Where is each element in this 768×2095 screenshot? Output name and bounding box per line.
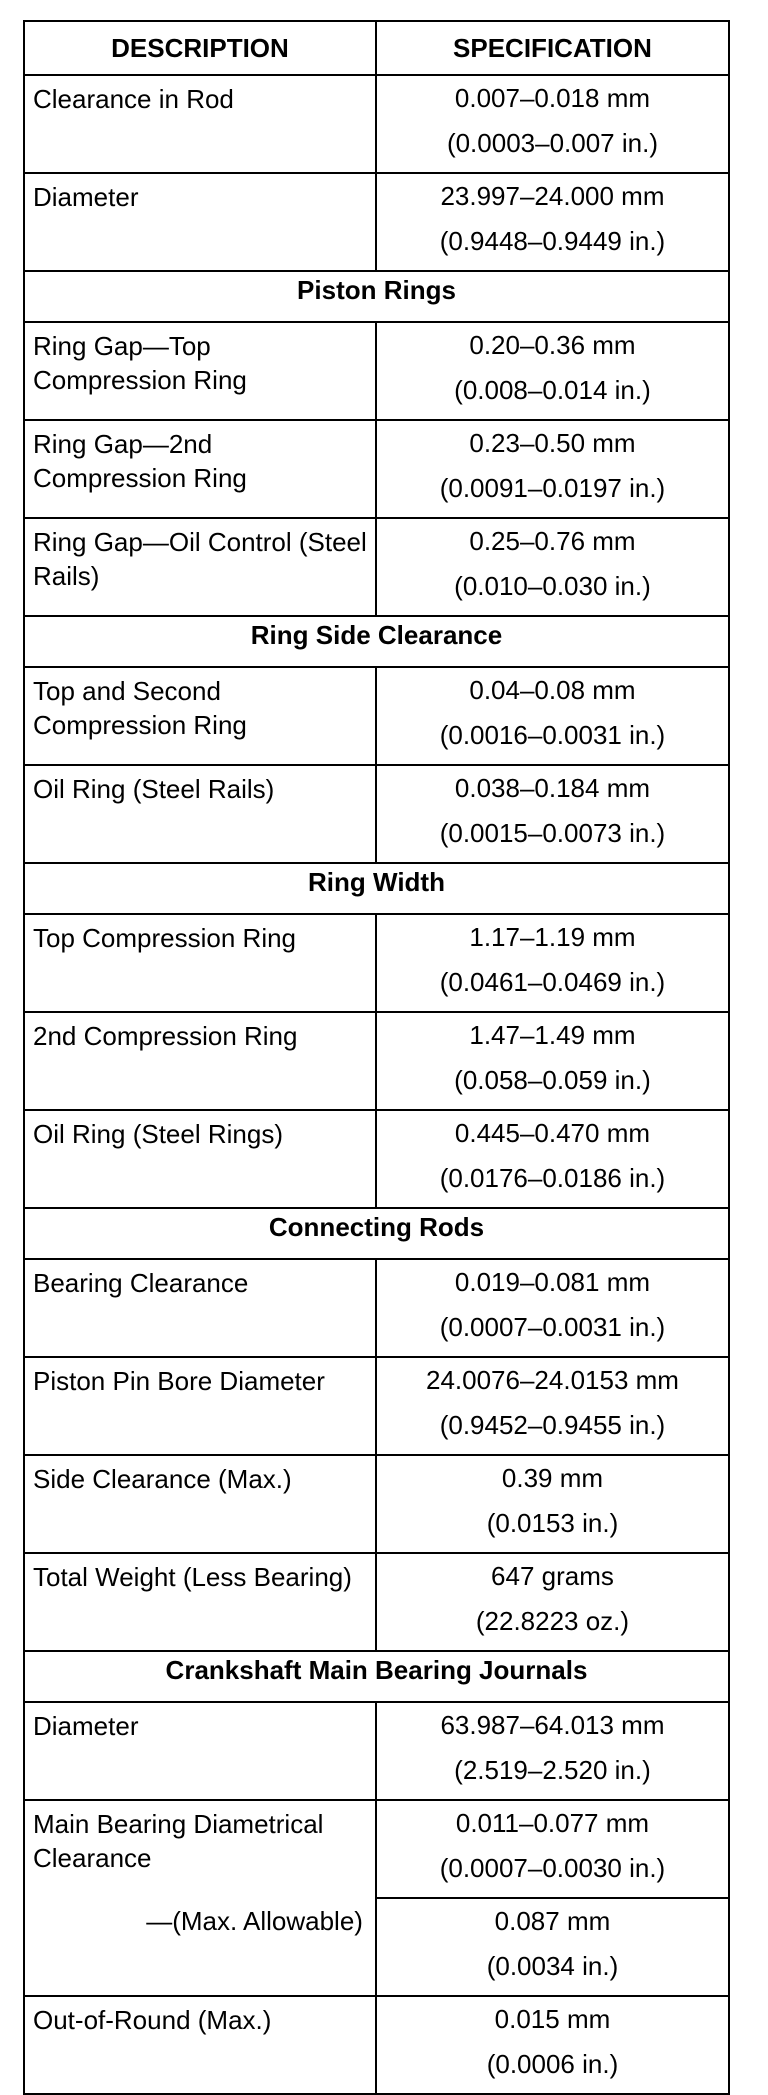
description-cell: Clearance in Rod xyxy=(24,75,376,173)
imperial-value: (0.058–0.059 in.) xyxy=(454,1065,651,1095)
metric-value: 1.17–1.19 mm xyxy=(469,922,636,952)
table-row xyxy=(24,75,729,173)
table-row xyxy=(24,1455,729,1553)
section-row xyxy=(24,616,729,667)
specification-cell xyxy=(376,1259,729,1357)
section-title: Ring Width xyxy=(24,863,729,914)
metric-value: 0.445–0.470 mm xyxy=(454,1118,651,1148)
table-header-row xyxy=(24,21,729,75)
description-cell: —(Max. Allowable) xyxy=(24,1898,376,1996)
metric-value: 0.20–0.36 mm xyxy=(469,330,636,360)
specification-cell xyxy=(376,322,729,420)
metric-value: 0.04–0.08 mm xyxy=(469,675,636,705)
description-cell: Bearing Clearance xyxy=(24,1259,376,1357)
description-cell: Main Bearing Diametrical Clearance xyxy=(24,1800,376,1898)
table-row xyxy=(24,1553,729,1651)
imperial-value: (0.0006 in.) xyxy=(486,2049,619,2079)
metric-value: 0.23–0.50 mm xyxy=(469,428,636,458)
metric-value: 0.015 mm xyxy=(494,2004,611,2034)
section-title: Connecting Rods xyxy=(24,1208,729,1259)
table-row xyxy=(24,1898,729,1996)
metric-value: 24.0076–24.0153 mm xyxy=(425,1365,679,1395)
table-row xyxy=(24,518,729,616)
description-cell: Ring Gap—2nd Compression Ring xyxy=(24,420,376,518)
specification-table xyxy=(23,20,730,2095)
imperial-value: (22.8223 oz.) xyxy=(475,1606,630,1636)
table-row xyxy=(24,322,729,420)
table-row xyxy=(24,914,729,1012)
specification-cell xyxy=(376,1110,729,1208)
section-row xyxy=(24,863,729,914)
metric-value: 0.39 mm xyxy=(501,1463,604,1493)
metric-value: 0.011–0.077 mm xyxy=(455,1808,650,1838)
metric-value: 63.987–64.013 mm xyxy=(440,1710,665,1740)
section-title: Crankshaft Main Bearing Journals xyxy=(24,1651,729,1702)
imperial-value: (0.0003–0.007 in.) xyxy=(446,128,658,158)
metric-value: 1.47–1.49 mm xyxy=(469,1020,636,1050)
section-row xyxy=(24,271,729,322)
imperial-value: (0.0034 in.) xyxy=(486,1951,619,1981)
imperial-value: (0.0153 in.) xyxy=(486,1508,619,1538)
metric-value: 0.038–0.184 mm xyxy=(454,773,651,803)
description-cell: Total Weight (Less Bearing) xyxy=(24,1553,376,1651)
description-cell: Oil Ring (Steel Rails) xyxy=(24,765,376,863)
table-row xyxy=(24,420,729,518)
section-title: Piston Rings xyxy=(24,271,729,322)
metric-value: 0.007–0.018 mm xyxy=(454,83,651,113)
table-row xyxy=(24,1357,729,1455)
imperial-value: (0.9452–0.9455 in.) xyxy=(439,1410,666,1440)
specification-cell xyxy=(376,667,729,765)
specification-cell xyxy=(376,173,729,271)
specification-cell xyxy=(376,1996,729,2094)
specification-cell xyxy=(376,1702,729,1800)
specification-cell xyxy=(376,1553,729,1651)
section-row xyxy=(24,1208,729,1259)
imperial-value: (2.519–2.520 in.) xyxy=(454,1755,651,1785)
table-body xyxy=(24,75,729,2094)
specification-cell xyxy=(376,914,729,1012)
table-row xyxy=(24,173,729,271)
table-row xyxy=(24,1996,729,2094)
metric-value: 0.019–0.081 mm xyxy=(454,1267,651,1297)
imperial-value: (0.0091–0.0197 in.) xyxy=(439,473,666,503)
description-cell: Top and Second Compression Ring xyxy=(24,667,376,765)
description-header: DESCRIPTION xyxy=(24,21,376,75)
table-row xyxy=(24,1259,729,1357)
table-row xyxy=(24,1800,729,1898)
description-cell: Diameter xyxy=(24,1702,376,1800)
specification-header: SPECIFICATION xyxy=(376,21,729,75)
section-title: Ring Side Clearance xyxy=(24,616,729,667)
description-cell: Side Clearance (Max.) xyxy=(24,1455,376,1553)
description-cell: Ring Gap—Oil Control (Steel Rails) xyxy=(24,518,376,616)
table-row xyxy=(24,1702,729,1800)
specification-cell xyxy=(376,1012,729,1110)
specification-cell xyxy=(376,1357,729,1455)
section-row xyxy=(24,1651,729,1702)
description-cell: Top Compression Ring xyxy=(24,914,376,1012)
imperial-value: (0.0016–0.0031 in.) xyxy=(439,720,666,750)
table-row xyxy=(24,765,729,863)
imperial-value: (0.0176–0.0186 in.) xyxy=(439,1163,666,1193)
imperial-value: (0.0015–0.0073 in.) xyxy=(439,818,666,848)
metric-value: 0.25–0.76 mm xyxy=(469,526,636,556)
imperial-value: (0.008–0.014 in.) xyxy=(454,375,651,405)
description-cell: Diameter xyxy=(24,173,376,271)
imperial-value: (0.0461–0.0469 in.) xyxy=(439,967,666,997)
imperial-value: (0.0007–0.0030 in.) xyxy=(439,1853,666,1883)
specification-cell xyxy=(376,765,729,863)
table-row xyxy=(24,667,729,765)
table-row xyxy=(24,1012,729,1110)
specification-cell xyxy=(376,420,729,518)
description-cell: Piston Pin Bore Diameter xyxy=(24,1357,376,1455)
description-cell: Out-of-Round (Max.) xyxy=(24,1996,376,2094)
specification-cell xyxy=(376,518,729,616)
imperial-value: (0.9448–0.9449 in.) xyxy=(439,226,666,256)
imperial-value: (0.010–0.030 in.) xyxy=(454,571,651,601)
metric-value: 647 grams xyxy=(491,1561,614,1591)
description-cell: Oil Ring (Steel Rings) xyxy=(24,1110,376,1208)
table-row xyxy=(24,1110,729,1208)
specification-cell xyxy=(376,1898,729,1996)
imperial-value: (0.0007–0.0031 in.) xyxy=(439,1312,666,1342)
metric-value: 0.087 mm xyxy=(494,1906,611,1936)
description-cell: Ring Gap—Top Compression Ring xyxy=(24,322,376,420)
specification-cell xyxy=(376,1800,729,1898)
specification-cell xyxy=(376,75,729,173)
specification-cell xyxy=(376,1455,729,1553)
metric-value: 23.997–24.000 mm xyxy=(440,181,665,211)
description-cell: 2nd Compression Ring xyxy=(24,1012,376,1110)
